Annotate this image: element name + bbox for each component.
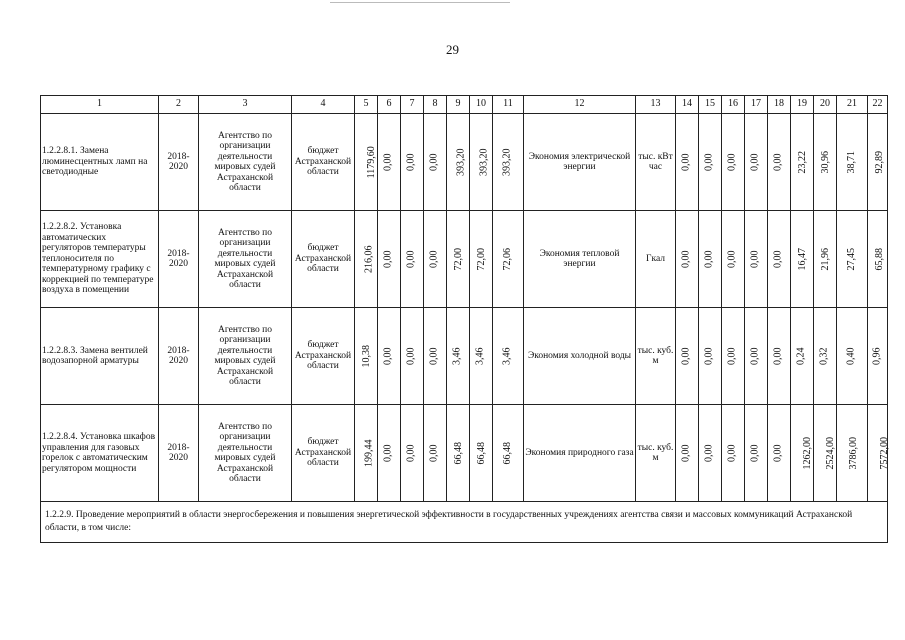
value-cell-c10 bbox=[470, 211, 493, 308]
value-c20: 21,96 bbox=[820, 247, 831, 271]
value-cell-c16 bbox=[722, 405, 745, 502]
value-cell-c18 bbox=[768, 308, 791, 405]
funding-source: бюджет Астраханской области bbox=[292, 308, 355, 405]
value-c17: 0,00 bbox=[749, 153, 761, 171]
column-number-3: 3 bbox=[199, 96, 292, 114]
value-cell-c5 bbox=[355, 405, 378, 502]
value-c22: 0,96 bbox=[871, 347, 883, 365]
value-c9: 66,48 bbox=[453, 441, 464, 465]
value-c8: 0,00 bbox=[428, 250, 440, 268]
value-c20: 30,96 bbox=[820, 150, 831, 174]
value-c17: 0,00 bbox=[749, 250, 761, 268]
value-c21: 27,45 bbox=[845, 247, 857, 271]
value-cell-c5 bbox=[355, 211, 378, 308]
value-c7: 0,00 bbox=[405, 250, 417, 268]
value-c15: 0,00 bbox=[703, 444, 715, 462]
value-c14: 0,00 bbox=[680, 347, 692, 365]
value-cell-c22 bbox=[868, 114, 888, 211]
value-c15: 0,00 bbox=[703, 153, 715, 171]
period: 2018-2020 bbox=[159, 211, 199, 308]
value-cell-c14 bbox=[676, 308, 699, 405]
value-cell-c15 bbox=[699, 405, 722, 502]
value-c16: 0,00 bbox=[726, 347, 738, 365]
value-c20: 0,32 bbox=[818, 347, 830, 365]
column-number-1: 1 bbox=[41, 96, 159, 114]
measure-name: 1.2.2.8.2. Установка автоматических регуляторов температуры теплоносителя по температурному графику с коррекцией по температуре воздуха в помещении bbox=[41, 211, 159, 308]
value-c8: 0,00 bbox=[428, 347, 440, 365]
value-cell-c22 bbox=[868, 308, 888, 405]
value-c22: 92,89 bbox=[874, 150, 885, 174]
value-cell-c11 bbox=[493, 114, 524, 211]
value-c18: 0,00 bbox=[772, 444, 784, 462]
value-c16: 0,00 bbox=[726, 153, 738, 171]
value-c9: 72,00 bbox=[453, 247, 464, 271]
executor: Агентство по организации деятельности мировых судей Астраханской области bbox=[199, 308, 292, 405]
value-c21: 3786,00 bbox=[848, 436, 859, 470]
value-cell-c6 bbox=[378, 405, 401, 502]
unit: тыс. кВт час bbox=[636, 114, 676, 211]
value-cell-c19 bbox=[791, 114, 814, 211]
value-cell-c6 bbox=[378, 308, 401, 405]
section-note: 1.2.2.9. Проведение мероприятий в области энергосбережения и повышения энергетической эффективности в государственных учреждениях агентства связи и массовых коммуникаций Астраханской области, в том числе: bbox=[41, 502, 888, 543]
value-cell-c22 bbox=[868, 211, 888, 308]
period: 2018-2020 bbox=[159, 405, 199, 502]
period: 2018-2020 bbox=[159, 114, 199, 211]
table-row bbox=[41, 405, 888, 502]
value-cell-c6 bbox=[378, 114, 401, 211]
column-number-8: 8 bbox=[424, 96, 447, 114]
value-c21: 38,71 bbox=[845, 150, 857, 174]
executor: Агентство по организации деятельности мировых судей Астраханской области bbox=[199, 114, 292, 211]
column-number-18: 18 bbox=[768, 96, 791, 114]
value-cell-c20 bbox=[814, 308, 837, 405]
value-c6: 0,00 bbox=[382, 250, 394, 268]
value-cell-c9 bbox=[447, 114, 470, 211]
value-c6: 0,00 bbox=[382, 153, 394, 171]
value-cell-c7 bbox=[401, 114, 424, 211]
value-c19: 0,24 bbox=[795, 347, 807, 365]
value-c17: 0,00 bbox=[749, 444, 761, 462]
value-cell-c9 bbox=[447, 211, 470, 308]
value-c10: 393,20 bbox=[478, 148, 490, 176]
value-cell-c9 bbox=[447, 308, 470, 405]
value-cell-c15 bbox=[699, 308, 722, 405]
value-cell-c19 bbox=[791, 211, 814, 308]
column-number-20: 20 bbox=[814, 96, 837, 114]
value-c18: 0,00 bbox=[772, 250, 784, 268]
value-cell-c16 bbox=[722, 114, 745, 211]
value-cell-c21 bbox=[837, 114, 868, 211]
value-c20: 2524,00 bbox=[825, 436, 836, 470]
effect: Экономия холодной воды bbox=[524, 308, 636, 405]
value-cell-c20 bbox=[814, 405, 837, 502]
scan-top-line bbox=[330, 2, 510, 3]
value-c18: 0,00 bbox=[772, 153, 784, 171]
column-number-19: 19 bbox=[791, 96, 814, 114]
value-c14: 0,00 bbox=[680, 250, 692, 268]
value-cell-c14 bbox=[676, 405, 699, 502]
value-cell-c10 bbox=[470, 405, 493, 502]
value-cell-c11 bbox=[493, 211, 524, 308]
value-cell-c6 bbox=[378, 211, 401, 308]
value-cell-c15 bbox=[699, 114, 722, 211]
value-c17: 0,00 bbox=[749, 347, 761, 365]
value-cell-c17 bbox=[745, 405, 768, 502]
table-row bbox=[41, 308, 888, 405]
value-cell-c18 bbox=[768, 114, 791, 211]
page-number: 29 bbox=[446, 42, 459, 57]
value-cell-c17 bbox=[745, 308, 768, 405]
table-row bbox=[41, 114, 888, 211]
value-c19: 23,22 bbox=[797, 150, 808, 174]
value-c14: 0,00 bbox=[680, 444, 692, 462]
value-cell-c8 bbox=[424, 405, 447, 502]
column-number-4: 4 bbox=[292, 96, 355, 114]
funding-source: бюджет Астраханской области bbox=[292, 211, 355, 308]
value-c16: 0,00 bbox=[726, 444, 738, 462]
value-c7: 0,00 bbox=[405, 444, 417, 462]
value-c5: 1179,60 bbox=[365, 145, 377, 179]
column-number-11: 11 bbox=[493, 96, 524, 114]
column-number-7: 7 bbox=[401, 96, 424, 114]
value-cell-c7 bbox=[401, 211, 424, 308]
effect: Экономия природного газа bbox=[524, 405, 636, 502]
value-cell-c18 bbox=[768, 211, 791, 308]
value-cell-c8 bbox=[424, 308, 447, 405]
executor: Агентство по организации деятельности мировых судей Астраханской области bbox=[199, 405, 292, 502]
value-c15: 0,00 bbox=[703, 347, 715, 365]
column-number-13: 13 bbox=[636, 96, 676, 114]
value-c10: 3,46 bbox=[474, 347, 486, 365]
value-c8: 0,00 bbox=[428, 444, 440, 462]
period: 2018-2020 bbox=[159, 308, 199, 405]
effect: Экономия электрической энергии bbox=[524, 114, 636, 211]
column-number-2: 2 bbox=[159, 96, 199, 114]
column-number-16: 16 bbox=[722, 96, 745, 114]
column-number-5: 5 bbox=[355, 96, 378, 114]
value-cell-c10 bbox=[470, 308, 493, 405]
value-c8: 0,00 bbox=[428, 153, 440, 171]
value-cell-c9 bbox=[447, 405, 470, 502]
value-cell-c20 bbox=[814, 211, 837, 308]
effect: Экономия тепловой энергии bbox=[524, 211, 636, 308]
value-c6: 0,00 bbox=[382, 444, 394, 462]
column-number-14: 14 bbox=[676, 96, 699, 114]
value-cell-c7 bbox=[401, 405, 424, 502]
funding-source: бюджет Астраханской области bbox=[292, 114, 355, 211]
value-c21: 0,40 bbox=[845, 347, 857, 365]
value-c16: 0,00 bbox=[726, 250, 738, 268]
value-cell-c5 bbox=[355, 308, 378, 405]
measure-name: 1.2.2.8.4. Установка шкафов управления для газовых горелок с автоматическим регулятором мощности bbox=[41, 405, 159, 502]
value-cell-c21 bbox=[837, 405, 868, 502]
value-cell-c14 bbox=[676, 114, 699, 211]
column-number-9: 9 bbox=[447, 96, 470, 114]
section-note-row bbox=[41, 502, 888, 543]
column-number-6: 6 bbox=[378, 96, 401, 114]
value-c19: 1262,00 bbox=[802, 436, 813, 470]
value-cell-c20 bbox=[814, 114, 837, 211]
value-cell-c19 bbox=[791, 405, 814, 502]
value-cell-c14 bbox=[676, 211, 699, 308]
value-cell-c19 bbox=[791, 308, 814, 405]
value-cell-c15 bbox=[699, 211, 722, 308]
value-cell-c21 bbox=[837, 308, 868, 405]
executor: Агентство по организации деятельности мировых судей Астраханской области bbox=[199, 211, 292, 308]
value-cell-c16 bbox=[722, 211, 745, 308]
measure-name: 1.2.2.8.1. Замена люминесцентных ламп на светодиодные bbox=[41, 114, 159, 211]
value-c19: 16,47 bbox=[797, 247, 808, 271]
value-c5: 10,38 bbox=[361, 344, 372, 368]
column-number-10: 10 bbox=[470, 96, 493, 114]
value-c9: 3,46 bbox=[451, 347, 463, 365]
value-cell-c11 bbox=[493, 405, 524, 502]
column-number-row bbox=[41, 96, 888, 114]
value-c5: 199,44 bbox=[363, 439, 375, 467]
column-number-22: 22 bbox=[868, 96, 888, 114]
value-c22: 65,88 bbox=[874, 247, 885, 271]
measure-name: 1.2.2.8.3. Замена вентилей водозапорной арматуры bbox=[41, 308, 159, 405]
value-cell-c17 bbox=[745, 114, 768, 211]
value-c6: 0,00 bbox=[382, 347, 394, 365]
value-c5: 216,06 bbox=[363, 245, 375, 273]
value-c7: 0,00 bbox=[405, 347, 417, 365]
column-number-15: 15 bbox=[699, 96, 722, 114]
value-cell-c21 bbox=[837, 211, 868, 308]
column-number-17: 17 bbox=[745, 96, 768, 114]
unit: тыс. куб. м bbox=[636, 405, 676, 502]
value-c9: 393,20 bbox=[455, 148, 467, 176]
value-cell-c7 bbox=[401, 308, 424, 405]
column-number-21: 21 bbox=[837, 96, 868, 114]
value-cell-c8 bbox=[424, 211, 447, 308]
value-c11: 3,46 bbox=[501, 347, 513, 365]
value-c18: 0,00 bbox=[772, 347, 784, 365]
value-c14: 0,00 bbox=[680, 153, 692, 171]
table-row bbox=[41, 211, 888, 308]
measures-table bbox=[40, 95, 888, 543]
value-c11: 72,06 bbox=[501, 247, 513, 271]
value-cell-c5 bbox=[355, 114, 378, 211]
value-cell-c16 bbox=[722, 308, 745, 405]
table-body bbox=[41, 96, 888, 543]
funding-source: бюджет Астраханской области bbox=[292, 405, 355, 502]
value-c11: 66,48 bbox=[501, 441, 513, 465]
value-cell-c8 bbox=[424, 114, 447, 211]
value-cell-c22 bbox=[868, 405, 888, 502]
value-cell-c11 bbox=[493, 308, 524, 405]
value-c10: 66,48 bbox=[476, 441, 487, 465]
unit: тыс. куб. м bbox=[636, 308, 676, 405]
value-cell-c18 bbox=[768, 405, 791, 502]
value-c22: 7572,00 bbox=[879, 436, 890, 470]
value-cell-c17 bbox=[745, 211, 768, 308]
column-number-12: 12 bbox=[524, 96, 636, 114]
value-cell-c10 bbox=[470, 114, 493, 211]
value-c15: 0,00 bbox=[703, 250, 715, 268]
value-c10: 72,00 bbox=[476, 247, 487, 271]
unit: Гкал bbox=[636, 211, 676, 308]
value-c11: 393,20 bbox=[501, 148, 513, 176]
value-c7: 0,00 bbox=[405, 153, 417, 171]
